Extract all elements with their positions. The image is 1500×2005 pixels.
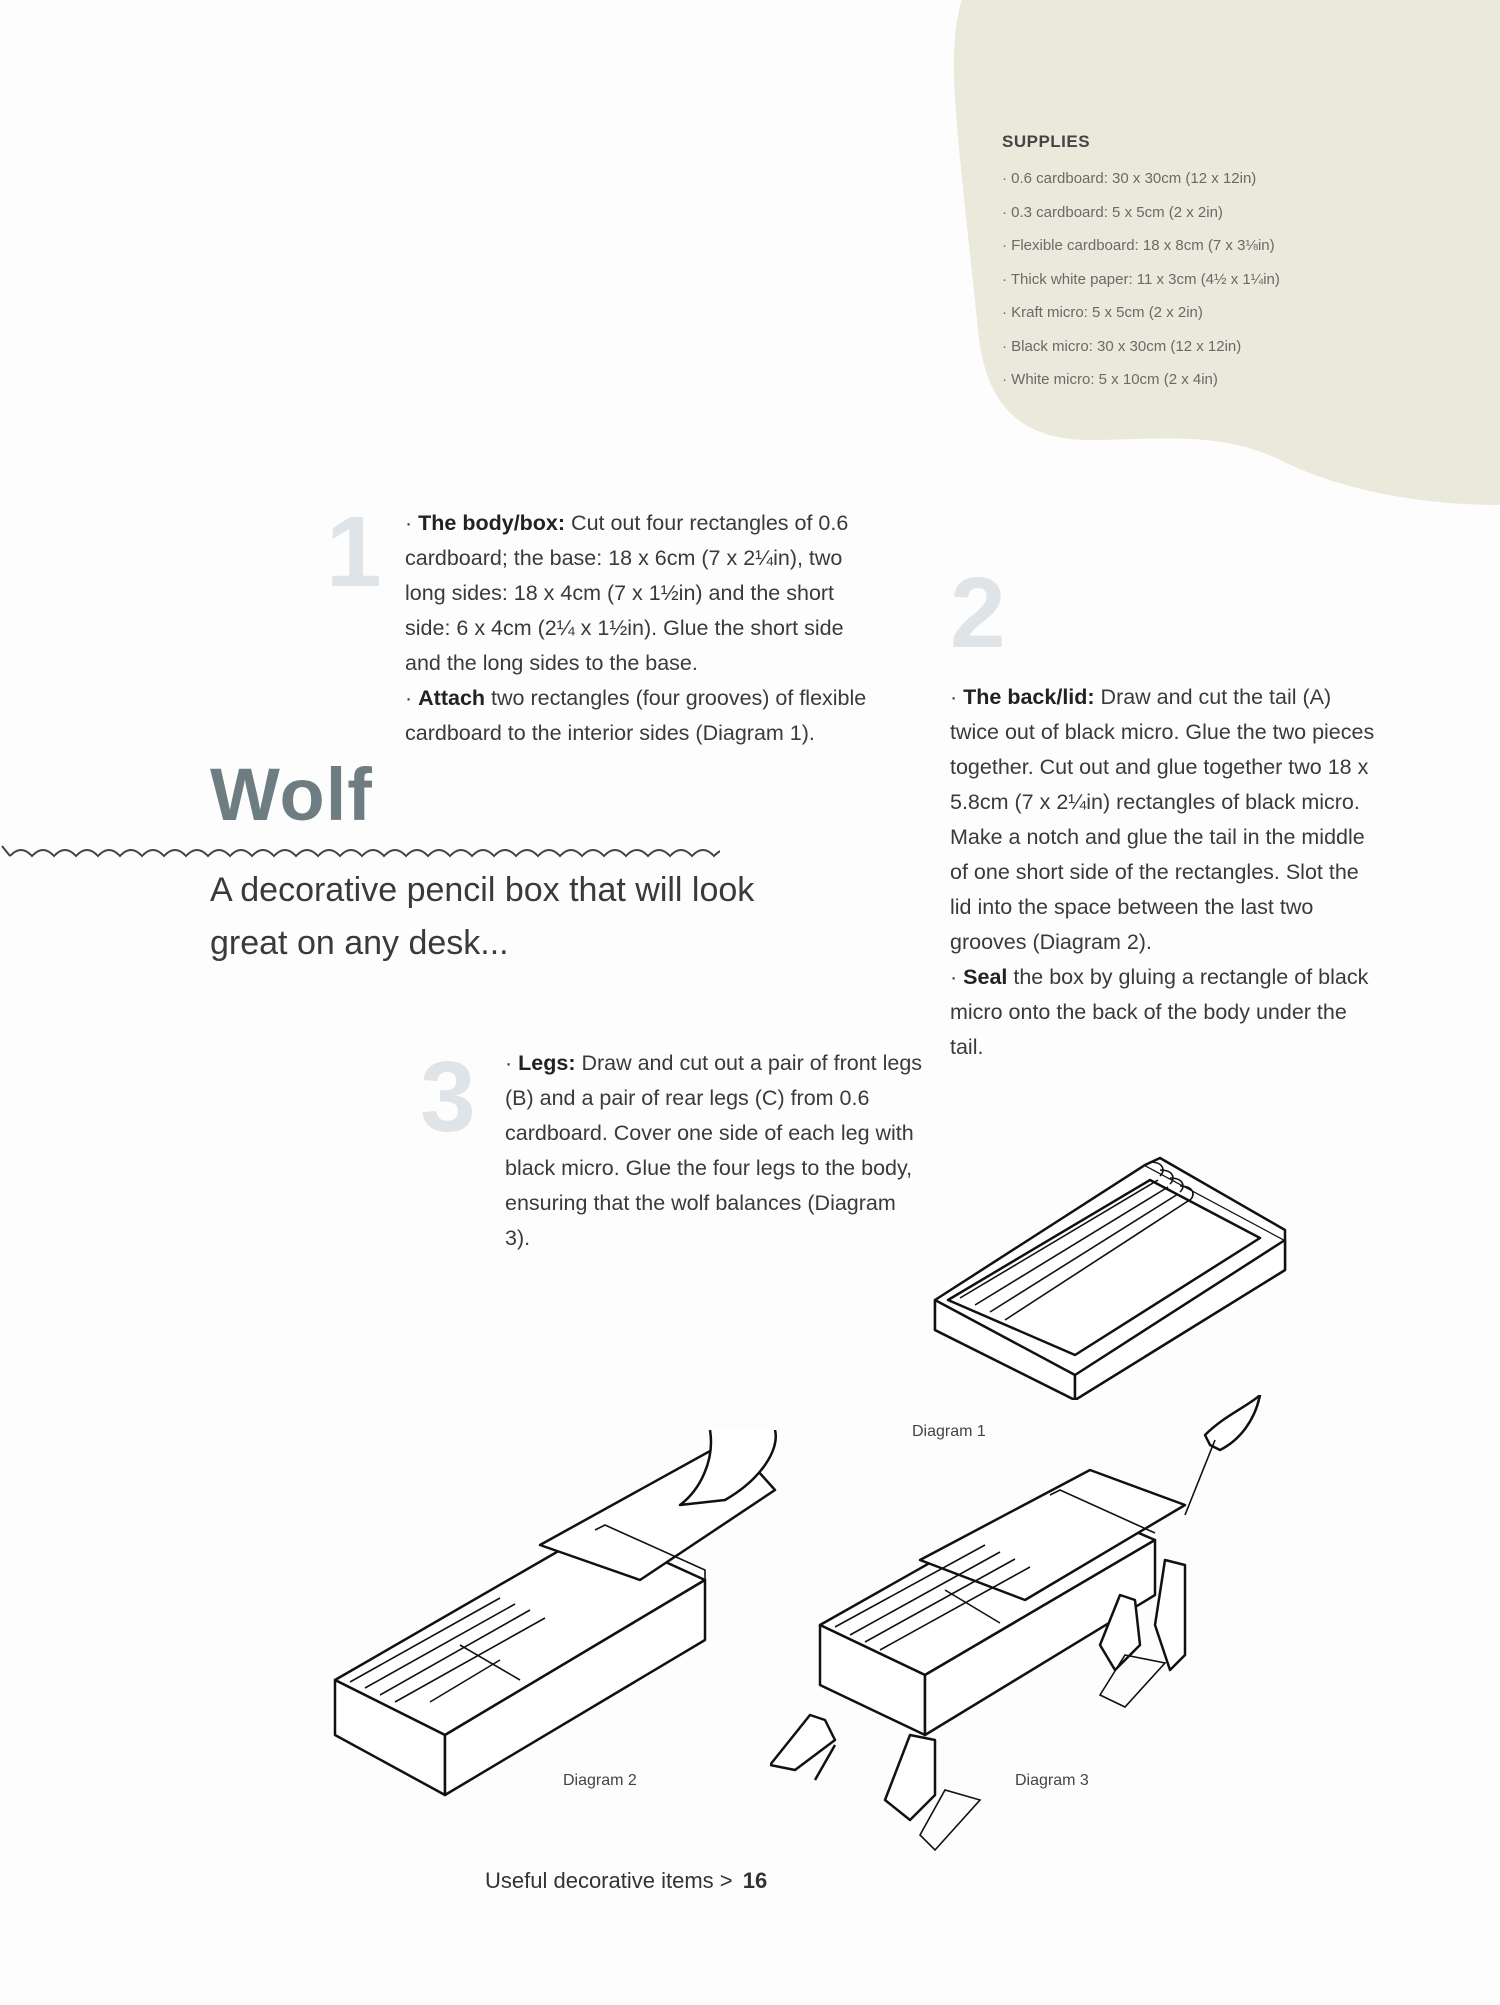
diagram-1-box bbox=[920, 1140, 1300, 1400]
diagram-1-caption: Diagram 1 bbox=[912, 1423, 986, 1440]
step-paragraph: · Attach two rectangles (four grooves) of flexible cardboard to the interior sides (Diagram 1). bbox=[405, 686, 867, 745]
step-number-2: 2 bbox=[950, 557, 1006, 669]
page-title: Wolf bbox=[210, 753, 373, 836]
step-2-text bbox=[950, 680, 1380, 1065]
step-number-3: 3 bbox=[420, 1041, 476, 1153]
supplies-panel bbox=[1002, 132, 1422, 397]
page-subtitle: A decorative pencil box that will look great on any desk... bbox=[210, 871, 755, 962]
supply-item: · Kraft micro: 5 x 5cm (2 x 2in) bbox=[1002, 304, 1203, 321]
supplies-heading: SUPPLIES bbox=[1002, 132, 1091, 151]
step-paragraph: · Legs: Draw and cut out a pair of front legs (B) and a pair of rear legs (C) from 0.6 cardboard. Cover one side of each leg with black micro. Glue the four legs to the body, ensuring that the wolf balances (Diagram 3). bbox=[505, 1051, 923, 1250]
supply-item: · Flexible cardboard: 18 x 8cm (7 x 3⅛in) bbox=[1002, 237, 1275, 254]
step-paragraph: · The body/box: Cut out four rectangles of 0.6 cardboard; the base: 18 x 6cm (7 x 2¼in), two long sides: 18 x 4cm (7 x 1½in) and the short side: 6 x 4cm (2¼ x 1½in). Glue the short side and the long sides to the base. bbox=[405, 511, 849, 675]
step-number-1: 1 bbox=[326, 496, 382, 608]
page-footer bbox=[485, 1868, 767, 1894]
supply-item: · Black micro: 30 x 30cm (12 x 12in) bbox=[1002, 337, 1242, 355]
supply-item: · 0.6 cardboard: 30 x 30cm (12 x 12in) bbox=[1002, 170, 1257, 187]
diagram-3-caption: Diagram 3 bbox=[1015, 1772, 1089, 1789]
footer-separator: > bbox=[719, 1868, 733, 1893]
supplies-list bbox=[1002, 162, 1422, 397]
diagram-2-caption: Diagram 2 bbox=[563, 1772, 637, 1789]
step-3-text bbox=[505, 1046, 925, 1256]
step-paragraph: · The back/lid: Draw and cut the tail (A) twice out of black micro. Glue the two pieces together. Cut out and glue together two 18 x 5.8cm (7 x 2¼in) rectangles of black micro. Make a notch and glue the tail in the middle of one short side of the rectangles. Slot the lid into the space between the last two grooves (Diagram 2). bbox=[950, 685, 1375, 954]
supply-item: · Thick white paper: 11 x 3cm (4½ x 1¼in) bbox=[1002, 270, 1280, 288]
page-number: 16 bbox=[742, 1868, 768, 1893]
supply-item: · 0.3 cardboard: 5 x 5cm (2 x 2in) bbox=[1002, 203, 1223, 221]
supply-item: · White micro: 5 x 10cm (2 x 4in) bbox=[1002, 371, 1218, 388]
step-paragraph: · Seal the box by gluing a rectangle of black micro onto the back of the body under the tail. bbox=[950, 965, 1369, 1059]
footer-section: Useful decorative items bbox=[485, 1868, 714, 1893]
step-1-text bbox=[405, 506, 885, 751]
